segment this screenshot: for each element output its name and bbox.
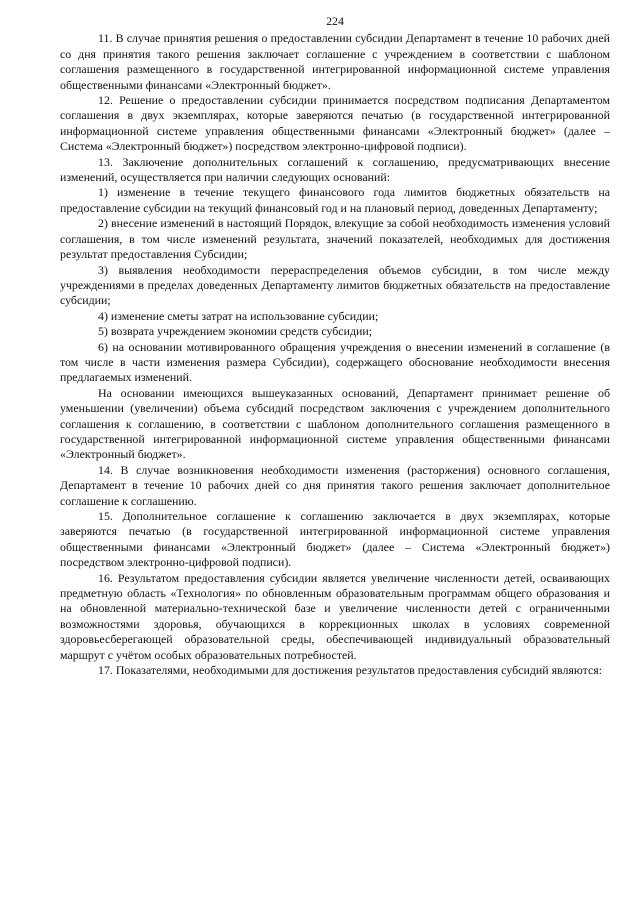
paragraph-13: 13. Заключение дополнительных соглашений к соглашению, предусматривающих внесение изменений, осуществляется при наличии следующих оснований: <box>60 154 610 185</box>
list-item-3: 3) выявления необходимости перераспределения объемов субсидии, в том числе между учреждениями в пределах доведенных Департаменту лимитов бюджетных обязательств на предоставление субсидии; <box>60 262 610 308</box>
paragraph-12: 12. Решение о предоставлении субсидии принимается посредством подписания Департаментом соглашения в двух экземплярах, которые заверяются печатью (в государственной интегрированной информационной системе управления общественными финансами «Электронный бюджет» (далее – Система «Электронный бюджет») посредством электронно-цифровой подписи). <box>60 93 610 154</box>
paragraph-17: 17. Показателями, необходимыми для достижения результатов предоставления субсидий являются: <box>98 663 603 678</box>
list-item-5: 5) возврата учреждением экономии средств субсидии; <box>98 324 373 339</box>
page-number: 224 <box>326 14 344 28</box>
list-item-2: 2) внесение изменений в настоящий Порядок, влекущие за собой необходимость изменения условий соглашения, в том числе изменений результата, значений показателей, необходимых для достижения результат предоставления Субсидии; <box>60 216 610 262</box>
document-page <box>60 14 610 678</box>
list-item-4: 4) изменение сметы затрат на использование субсидии; <box>98 308 379 323</box>
list-item-6: 6) на основании мотивированного обращения учреждения о внесении изменений в соглашение (в том числе в части изменения размера Субсидии), содержащего обоснование необходимости внесения предлагаемых изменений. <box>60 339 610 385</box>
paragraph-11: 11. В случае принятия решения о предоставлении субсидии Департамент в течение 10 рабочих дней со дня принятия такого решения заключает соглашение с учреждением в соответствии с шаблоном соглашения размещенного в государственной интегрированной информационной системе управления общественными финансами «Электронный бюджет». <box>60 31 610 92</box>
paragraph-14: 14. В случае возникновения необходимости изменения (расторжения) основного соглашения, Департамент в течение 10 рабочих дней со дня принятия такого решения заключает дополнительное соглашение к соглашению. <box>60 462 610 508</box>
paragraph-16: 16. Результатом предоставления субсидии является увеличение численности детей, осваивающих предметную область «Технология» по обновленным образовательным программам общего образования и на обновленной материально-технической базе и увеличение численности детей с ограниченными возможностями здоровья, обучающихся в коррекционных школах в условиях современной здоровьесберегающей образовательной среды, обеспечивающей индивидуальный образовательный маршрут с учётом особых образовательных потребностей. <box>60 570 610 662</box>
paragraph-basis: На основании имеющихся вышеуказанных оснований, Департамент принимает решение об уменьшении (увеличении) объема субсидий посредством заключения с учреждением дополнительного соглашения к соглашению, в соответствии с шаблоном дополнительного соглашения размещенного в государственной интегрированной информационной системе управления общественными финансами «Электронный бюджет». <box>60 385 610 462</box>
list-item-1: 1) изменение в течение текущего финансового года лимитов бюджетных обязательств на предоставление субсидии на текущий финансовый год и на плановый период, доведенных Департаменту; <box>60 185 610 215</box>
paragraph-15: 15. Дополнительное соглашение к соглашению заключается в двух экземплярах, которые заверяются печатью (в государственной интегрированной информационной системе управления общественными финансами «Электронный бюджет» (далее – Система «Электронный бюджет») посредством электронно-цифровой подписи). <box>60 509 610 570</box>
